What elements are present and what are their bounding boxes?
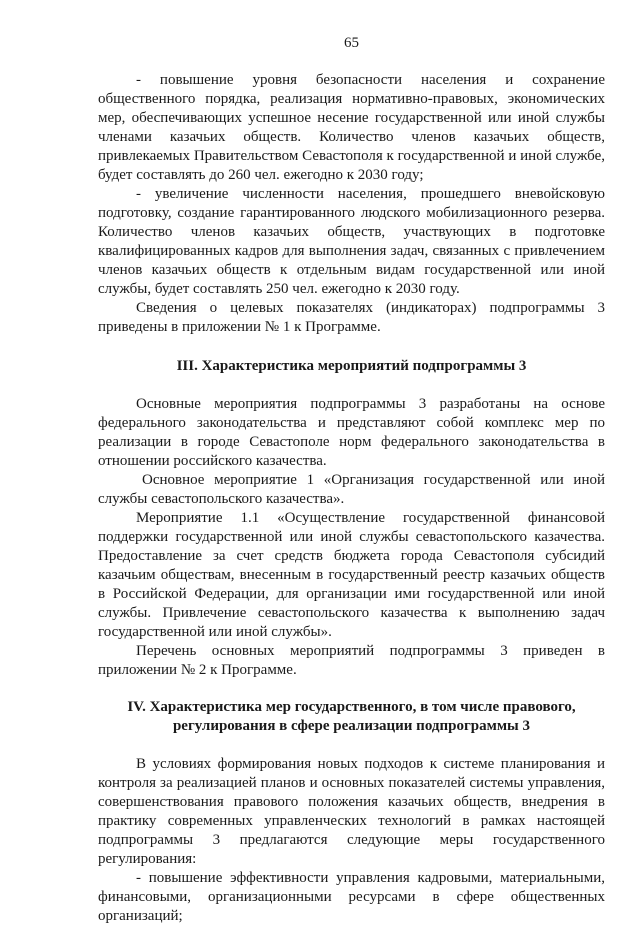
paragraph-regulation-intro: В условиях формирования новых подходов к системе планирования и контроля за реализацией планов и основных показателей системы управления, совершенствования правового положения казачьих обществ, внедрения в практику современных управленческих технологий в рамках настоящей подпрограммы 3 предлагаются следующие меры государственного регулирования: xyxy=(98,756,605,867)
paragraph-bullet-efficiency: - повышение эффективности управления кадровыми, материальными, финансовыми, организационными ресурсами в сфере общественных организаций; xyxy=(98,870,605,924)
section-heading-iv: IV. Характеристика мер государственного, в том числе правового, регулирования в сфере реализации подпрограммы 3 xyxy=(127,699,576,734)
paragraph-bullet-population: - увеличение численности населения, прошедшего вневойсковую подготовку, создание гарантированного людского мобилизационного резерва. Количество членов казачьих обществ, участвующих в подготовке квалифицированных кадров для выполнения задач, связанных с привлечением членов казачьих обществ к отдельным видам государственной или иной службы, будет составлять 250 чел. ежегодно к 2030 году. xyxy=(98,186,605,297)
page-number: 65 xyxy=(344,35,359,51)
paragraph-bullet-safety: - повышение уровня безопасности населения и сохранение общественного порядка, реализация нормативно-правовых, экономических мер, обеспечивающих успешное несение государственной или иной службы членами казачьих обществ. Количество членов казачьих обществ, привлекаемых Правительством Севастополя к государственной и иной службе, будет составлять до 260 чел. ежегодно к 2030 году; xyxy=(98,72,605,183)
paragraph-measure-1-1: Мероприятие 1.1 «Осуществление государственной финансовой поддержки государственной или иной службы севастопольского казачества. Предоставление за счет средств бюджета города Севастополя субсидий казачьим обществам, внесенным в государственный реестр казачьих обществ в Российской Федерации, для организации ими государственной или иной службы. Привлечение севастопольского казачества к выполнению задач государственной или иной службы». xyxy=(98,510,605,640)
paragraph-measures-list: Перечень основных мероприятий подпрограммы 3 приведен в приложении № 2 к Программе. xyxy=(98,643,605,678)
section-heading-iii: III. Характеристика мероприятий подпрограммы 3 xyxy=(176,358,527,374)
paragraph-main-measure-1: Основное мероприятие 1 «Организация государственной или иной службы севастопольского казачества». xyxy=(98,472,605,507)
paragraph-indicators: Сведения о целевых показателях (индикаторах) подпрограммы 3 приведены в приложении № 1 к Программе. xyxy=(98,300,605,335)
paragraph-main-measures: Основные мероприятия подпрограммы 3 разработаны на основе федерального законодательства и представляют собой комплекс мер по реализации в городе Севастополе норм федерального законодательства в отношении российского казачества. xyxy=(98,396,605,469)
